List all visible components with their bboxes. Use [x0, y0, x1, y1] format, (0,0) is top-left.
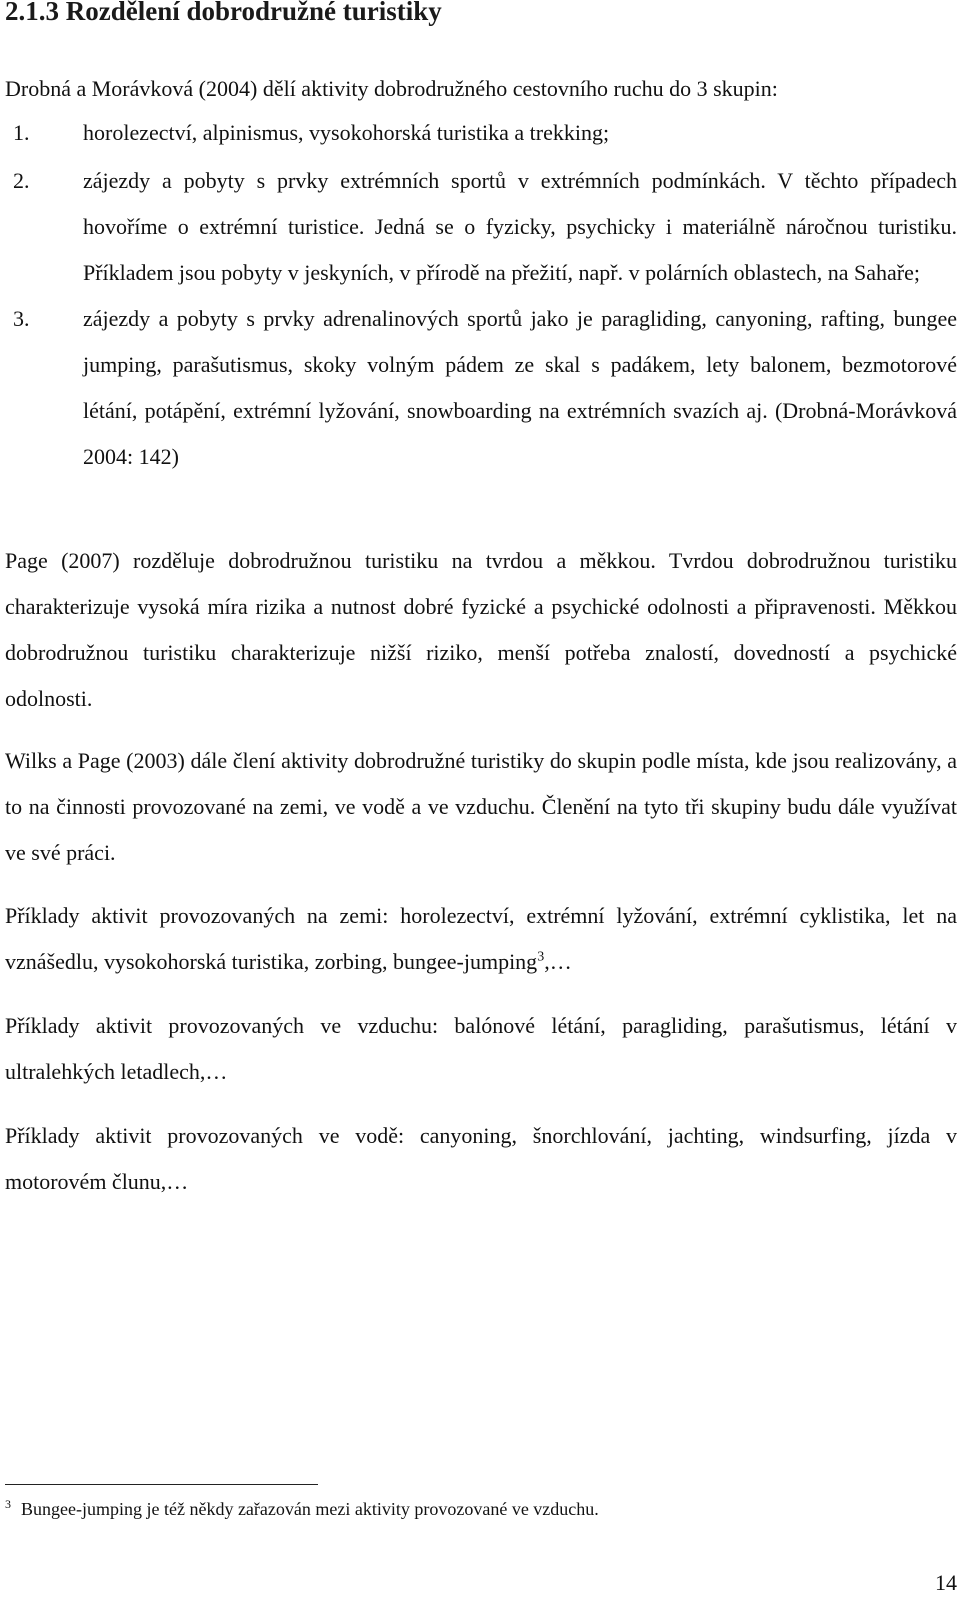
list-item-number: 2. — [13, 168, 30, 193]
land-activities-end: ,… — [544, 949, 572, 974]
footnote-text: Bungee-jumping je též někdy zařazován mezi aktivity provozované ve vzduchu. — [21, 1499, 599, 1519]
list-item-text: zájezdy a pobyty s prvky adrenalinových sportů jako je paragliding, canyoning, rafting, bungee jumping, parašutismus, skoky volným pádem ze skal s padákem, lety balonem, bezmotorové létání, potápění, extrémní lyžování, snowboarding na extrémních svazích aj. (Drobná-Morávková 2004: 142) — [83, 306, 957, 469]
land-activities-text: Příklady aktivit provozovaných na zemi: horolezectví, extrémní lyžování, extrémní cyklistika, let na vznášedlu, vysokohorská turistika, zorbing, bungee-jumping — [5, 903, 957, 974]
paragraph-page-2007: Page (2007) rozděluje dobrodružnou turistiku na tvrdou a měkkou. Tvrdou dobrodružnou turistiku charakterizuje vysoká míra rizika a nutnost dobré fyzické a psychické odolnosti a připravenosti. Měkkou dobrodružnou turistiku charakterizuje nižší riziko, menší potřeba znalostí, dovedností a psychické odolnosti. — [5, 548, 957, 711]
paragraph-wilks-page: Wilks a Page (2003) dále člení aktivity dobrodružné turistiky do skupin podle místa, kde jsou realizovány, a to na činnosti provozované na zemi, ve vodě a ve vzduchu. Členění na tyto tři skupiny budu dále využívat ve své práci. — [5, 748, 957, 865]
list-item — [5, 158, 957, 296]
list-item-text: horolezectví, alpinismus, vysokohorská turistika a trekking; — [83, 120, 610, 145]
section-heading: 2.1.3 Rozdělení dobrodružné turistiky — [5, 0, 442, 26]
activity-group-list — [5, 118, 957, 480]
paragraph-water-activities: Příklady aktivit provozovaných ve vodě: canyoning, šnorchlování, jachting, windsurfing, jízda v motorovém člunu,… — [5, 1123, 957, 1194]
footnote-separator — [5, 1484, 318, 1485]
list-item-text: zájezdy a pobyty s prvky extrémních sportů v extrémních podmínkách. V těchto případech hovoříme o extrémní turistice. Jedná se o fyzicky, psychicky i materiálně náročnou turistiku. Příkladem jsou pobyty v jeskyních, v přírodě na přežití, např. v polárních oblastech, na Sahaře; — [83, 168, 957, 285]
intro-paragraph: Drobná a Morávková (2004) dělí aktivity dobrodružného cestovního ruchu do 3 skupin: — [5, 76, 778, 101]
list-item — [5, 296, 957, 480]
footnote — [5, 1496, 599, 1522]
list-item-number: 3. — [13, 306, 30, 331]
paragraph-air-activities: Příklady aktivit provozovaných ve vzduchu: balónové létání, paragliding, parašutismus, létání v ultralehkých letadlech,… — [5, 1013, 957, 1084]
footnote-reference[interactable]: 3 — [537, 949, 545, 965]
document-page — [5, 0, 957, 1610]
page-number: 14 — [935, 1570, 957, 1595]
list-item-number: 1. — [13, 120, 30, 145]
footnote-number: 3 — [5, 1497, 11, 1511]
list-item — [5, 118, 957, 148]
paragraph-land-activities — [5, 893, 957, 985]
